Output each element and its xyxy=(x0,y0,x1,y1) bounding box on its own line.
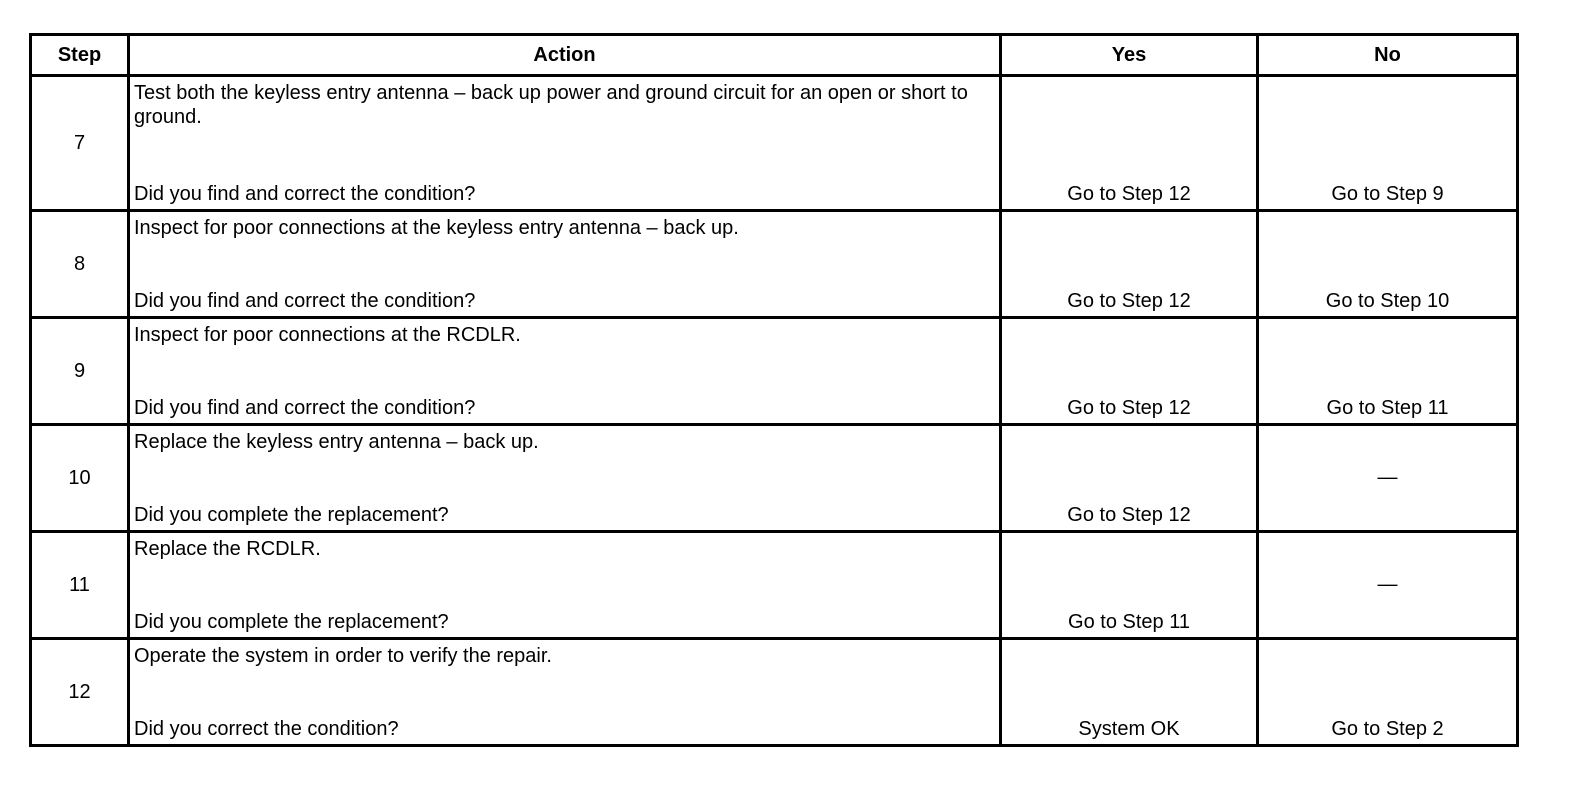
no-cell xyxy=(1258,318,1518,425)
table-row xyxy=(31,425,1518,532)
action-question: Did you complete the replacement? xyxy=(134,611,449,633)
yes-result: Go to Step 11 xyxy=(1068,611,1190,633)
no-cell xyxy=(1258,425,1518,532)
action-text: Inspect for poor connections at the keyless entry antenna – back up. xyxy=(134,217,739,239)
step-cell: 11 xyxy=(31,532,129,639)
step-cell: 8 xyxy=(31,211,129,318)
table-row xyxy=(31,318,1518,425)
action-text: Replace the RCDLR. xyxy=(134,538,321,560)
no-result: — xyxy=(1377,466,1398,489)
step-cell: 7 xyxy=(31,76,129,211)
action-question: Did you find and correct the condition? xyxy=(134,397,476,419)
yes-cell xyxy=(1001,639,1258,746)
no-cell xyxy=(1258,211,1518,318)
no-result: Go to Step 11 xyxy=(1326,397,1449,419)
header-no: No xyxy=(1258,35,1518,76)
no-cell xyxy=(1258,532,1518,639)
yes-result: Go to Step 12 xyxy=(1067,504,1191,526)
action-text: Replace the keyless entry antenna – back up. xyxy=(134,431,539,453)
table-row xyxy=(31,211,1518,318)
diagnostic-table xyxy=(29,33,1519,747)
table-row xyxy=(31,532,1518,639)
header-yes: Yes xyxy=(1001,35,1258,76)
yes-result: Go to Step 12 xyxy=(1067,290,1191,312)
no-cell xyxy=(1258,639,1518,746)
action-text: Operate the system in order to verify the repair. xyxy=(134,645,552,667)
table-row xyxy=(31,639,1518,746)
no-result: Go to Step 9 xyxy=(1331,183,1444,205)
no-cell xyxy=(1258,76,1518,211)
no-result: — xyxy=(1377,573,1398,596)
yes-cell xyxy=(1001,318,1258,425)
no-result: Go to Step 2 xyxy=(1331,718,1444,740)
action-question: Did you find and correct the condition? xyxy=(134,290,476,312)
yes-cell xyxy=(1001,425,1258,532)
header-step: Step xyxy=(31,35,129,76)
yes-cell xyxy=(1001,211,1258,318)
yes-result: System OK xyxy=(1078,718,1180,740)
no-result: Go to Step 10 xyxy=(1325,290,1450,312)
yes-cell xyxy=(1001,76,1258,211)
step-cell: 12 xyxy=(31,639,129,746)
action-question: Did you correct the condition? xyxy=(134,718,399,740)
action-cell xyxy=(129,211,1001,318)
action-cell xyxy=(129,76,1001,211)
action-text: Inspect for poor connections at the RCDLR. xyxy=(134,324,521,346)
action-text: Test both the keyless entry antenna – back up power and ground circuit for an open or short to ground. xyxy=(134,82,968,128)
action-cell xyxy=(129,639,1001,746)
header-action: Action xyxy=(129,35,1001,76)
action-cell xyxy=(129,318,1001,425)
yes-result: Go to Step 12 xyxy=(1067,397,1191,419)
action-cell xyxy=(129,532,1001,639)
action-cell xyxy=(129,425,1001,532)
step-cell: 10 xyxy=(31,425,129,532)
step-cell: 9 xyxy=(31,318,129,425)
header-row xyxy=(31,35,1518,76)
yes-result: Go to Step 12 xyxy=(1067,183,1191,205)
action-question: Did you find and correct the condition? xyxy=(134,183,476,205)
table-row xyxy=(31,76,1518,211)
yes-cell xyxy=(1001,532,1258,639)
action-question: Did you complete the replacement? xyxy=(134,504,449,526)
